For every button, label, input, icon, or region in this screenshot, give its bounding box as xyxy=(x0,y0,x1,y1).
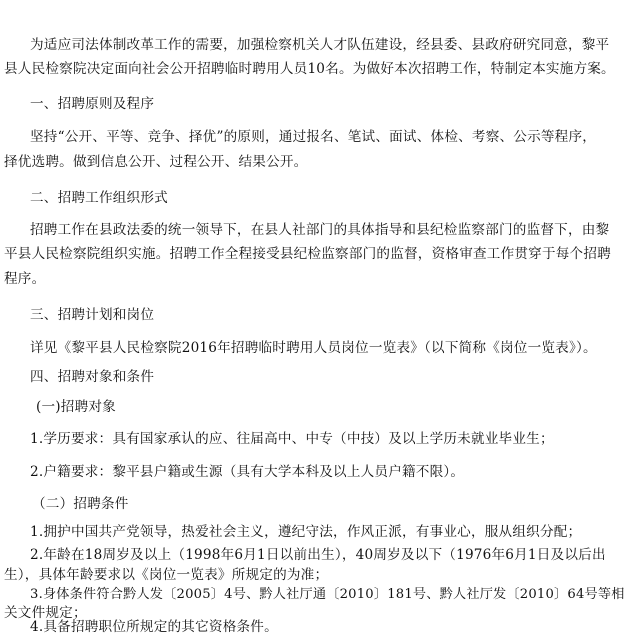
section-3-paragraph-line-1: 详见《黎平县人民检察院2016年招聘临时聘用人员岗位一览表》（以下简称《岗位一览表》）。 xyxy=(30,340,597,356)
section-2-paragraph-line-2: 平县人民检察院组织实施。招聘工作全程接受县纪检监察部门的监督，资格审查工作贯穿于每个招聘 xyxy=(4,246,611,262)
subsection-2-heading: （二）招聘条件 xyxy=(32,496,129,512)
section-3-heading: 三、招聘计划和岗位 xyxy=(30,307,155,323)
section-2-paragraph-line-1: 招聘工作在县政法委的统一领导下，在县人社部门的具体指导和县纪检监察部门的监督下，由黎 xyxy=(30,222,610,238)
section-1-paragraph-line-2: 择优选聘。做到信息公开、过程公开、结果公开。 xyxy=(4,154,308,170)
subsection-2-item-4: 4.具备招聘职位所规定的其它资格条件。 xyxy=(30,619,278,635)
section-1-paragraph-line-1: 坚持“公开、平等、竞争、择优”的原则，通过报名、笔试、面试、体检、考察、公示等程序， xyxy=(30,129,597,145)
intro-paragraph-line-2: 县人民检察院决定面向社会公开招聘临时聘用人员10名。为做好本次招聘工作，特制定本实施方案。 xyxy=(4,61,615,77)
subsection-1-heading: (一)招聘对象 xyxy=(36,399,116,415)
subsection-2-item-1: 1.拥护中国共产党领导，热爱社会主义，遵纪守法，作风正派，有事业心，服从组织分配； xyxy=(30,524,582,540)
intro-paragraph-line-1: 为适应司法体制改革工作的需要，加强检察机关人才队伍建设，经县委、县政府研究同意，黎平 xyxy=(30,37,610,53)
section-1-heading: 一、招聘原则及程序 xyxy=(30,96,155,112)
section-2-heading: 二、招聘工作组织形式 xyxy=(30,190,168,206)
subsection-2-item-3-line-2: 关文件规定； xyxy=(4,605,87,621)
subsection-1-item-1: 1.学历要求：具有国家承认的应、往届高中、中专（中技）及以上学历未就业毕业生； xyxy=(30,431,554,447)
section-4-heading: 四、招聘对象和条件 xyxy=(30,369,155,385)
subsection-2-item-2-line-1: 2.年龄在18周岁及以上（1998年6月1日以前出生），40周岁及以下（1976年6月1日及以后出 xyxy=(30,547,606,563)
subsection-2-item-2-line-2: 生），具体年龄要求以《岗位一览表》所规定的为准； xyxy=(4,567,329,583)
subsection-1-item-2: 2.户籍要求：黎平县户籍或生源（具有大学本科及以上人员户籍不限）。 xyxy=(30,464,465,480)
subsection-2-item-3-line-1: 3.身体条件符合黔人发〔2005〕4号、黔人社厅通〔2010〕181号、黔人社厅发〔2010〕64号等相 xyxy=(30,587,625,602)
section-2-paragraph-line-3: 程序。 xyxy=(4,271,46,287)
